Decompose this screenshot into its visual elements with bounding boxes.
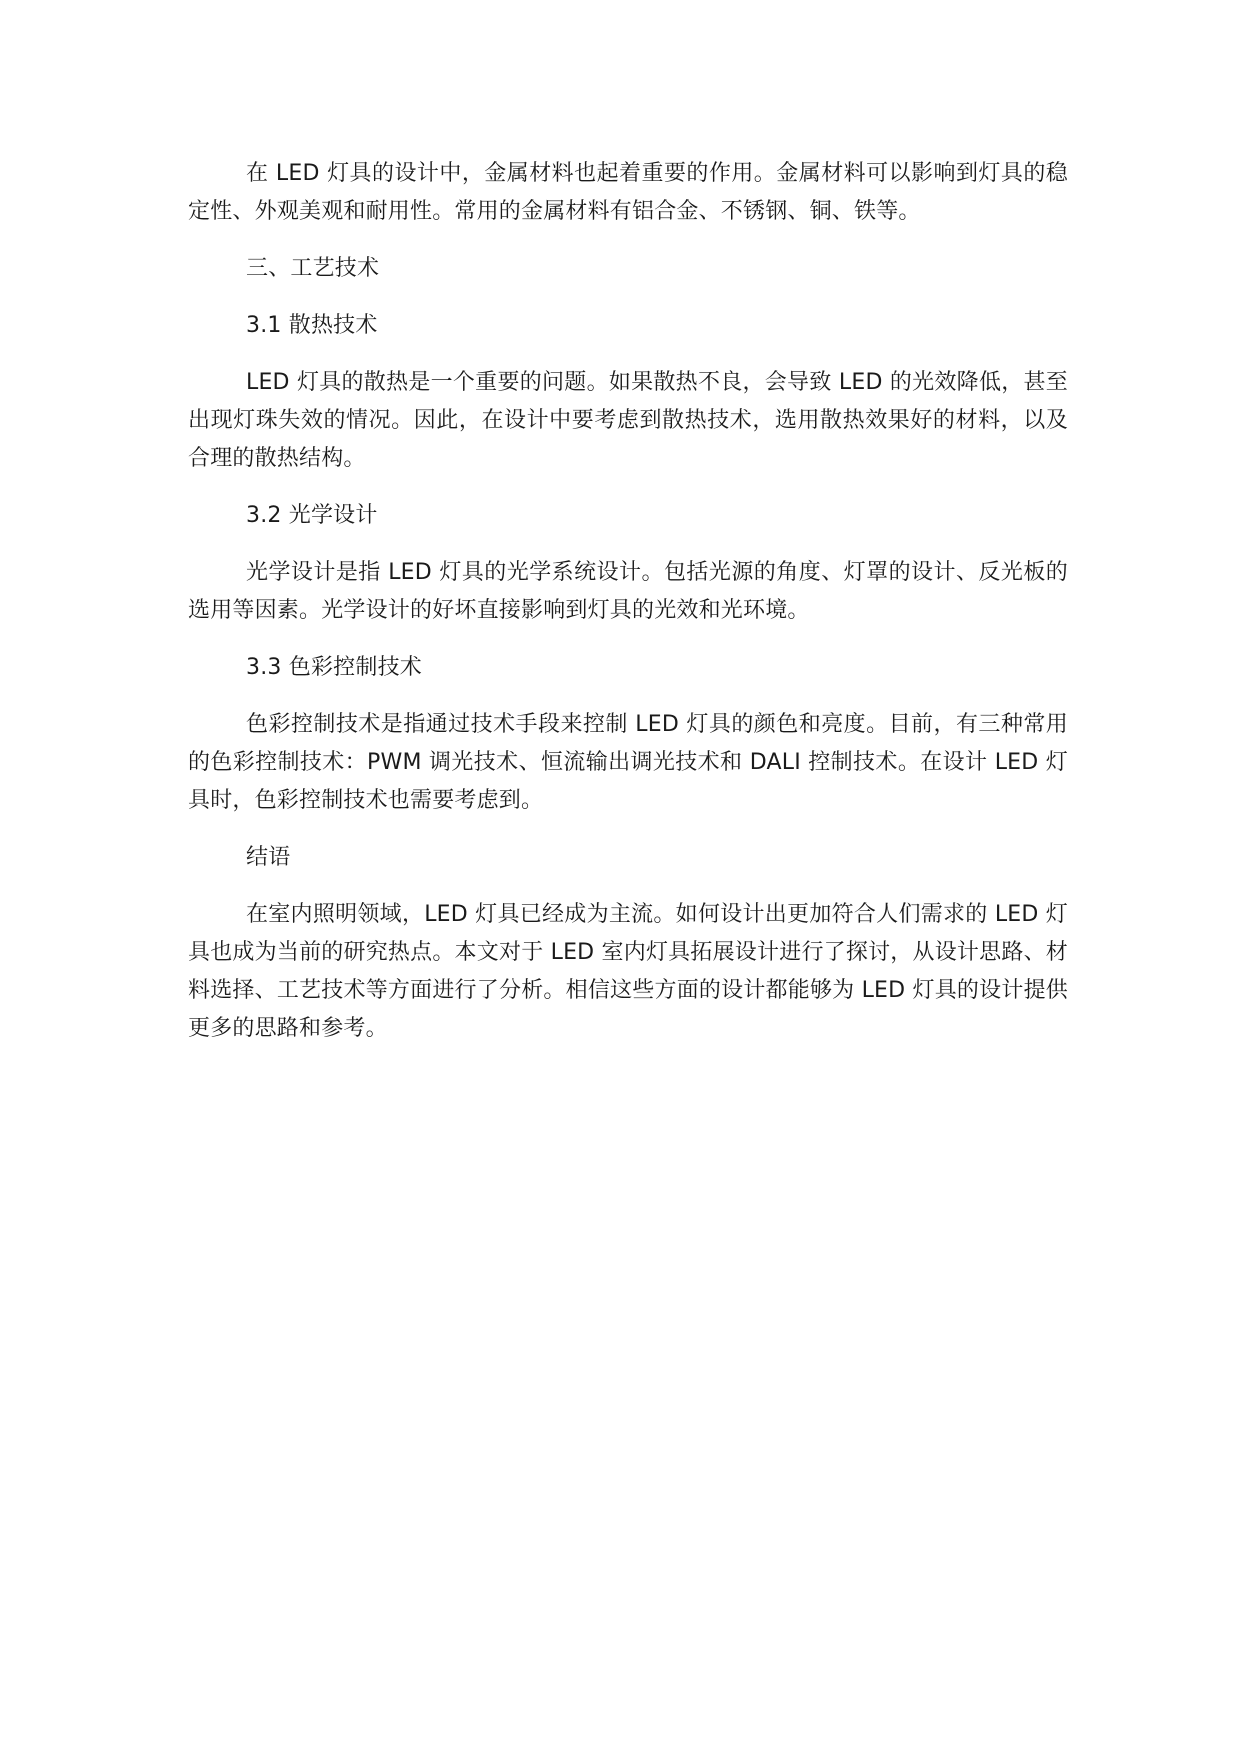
paragraph-color-control: 色彩控制技术是指通过技术手段来控制 LED 灯具的颜色和亮度。目前，有三种常用的色彩控制技术：PWM 调光技术、恒流输出调光技术和 DALI 控制技术。在设计 LED 灯具时，色彩控制技术也需要考虑到。 xyxy=(188,712,1068,813)
paragraph-heat-dissipation: LED 灯具的散热是一个重要的问题。如果散热不良，会导致 LED 的光效降低，甚至出现灯珠失效的情况。因此，在设计中要考虑到散热技术，选用散热效果好的材料，以及合理的散热结构。 xyxy=(188,370,1068,471)
paragraph-conclusion: 在室内照明领域，LED 灯具已经成为主流。如何设计出更加符合人们需求的 LED 灯具也成为当前的研究热点。本文对于 LED 室内灯具拓展设计进行了探讨，从设计思路、材料选择、工艺技术等方面进行了分析。相信这些方面的设计都能够为 LED 灯具的设计提供更多的思路和参考。 xyxy=(188,902,1068,1041)
heading-process-technology: 三、工艺技术 xyxy=(246,256,380,281)
heading-conclusion: 结语 xyxy=(246,845,291,870)
heading-color-control: 3.3 色彩控制技术 xyxy=(246,655,422,680)
paragraph-optical-design: 光学设计是指 LED 灯具的光学系统设计。包括光源的角度、灯罩的设计、反光板的选用等因素。光学设计的好坏直接影响到灯具的光效和光环境。 xyxy=(188,560,1068,623)
document-body xyxy=(188,155,1068,1067)
heading-heat-dissipation: 3.1 散热技术 xyxy=(246,313,378,338)
heading-optical-design: 3.2 光学设计 xyxy=(246,503,378,528)
paragraph-metal-materials: 在 LED 灯具的设计中，金属材料也起着重要的作用。金属材料可以影响到灯具的稳定性、外观美观和耐用性。常用的金属材料有铝合金、不锈钢、铜、铁等。 xyxy=(188,161,1068,224)
